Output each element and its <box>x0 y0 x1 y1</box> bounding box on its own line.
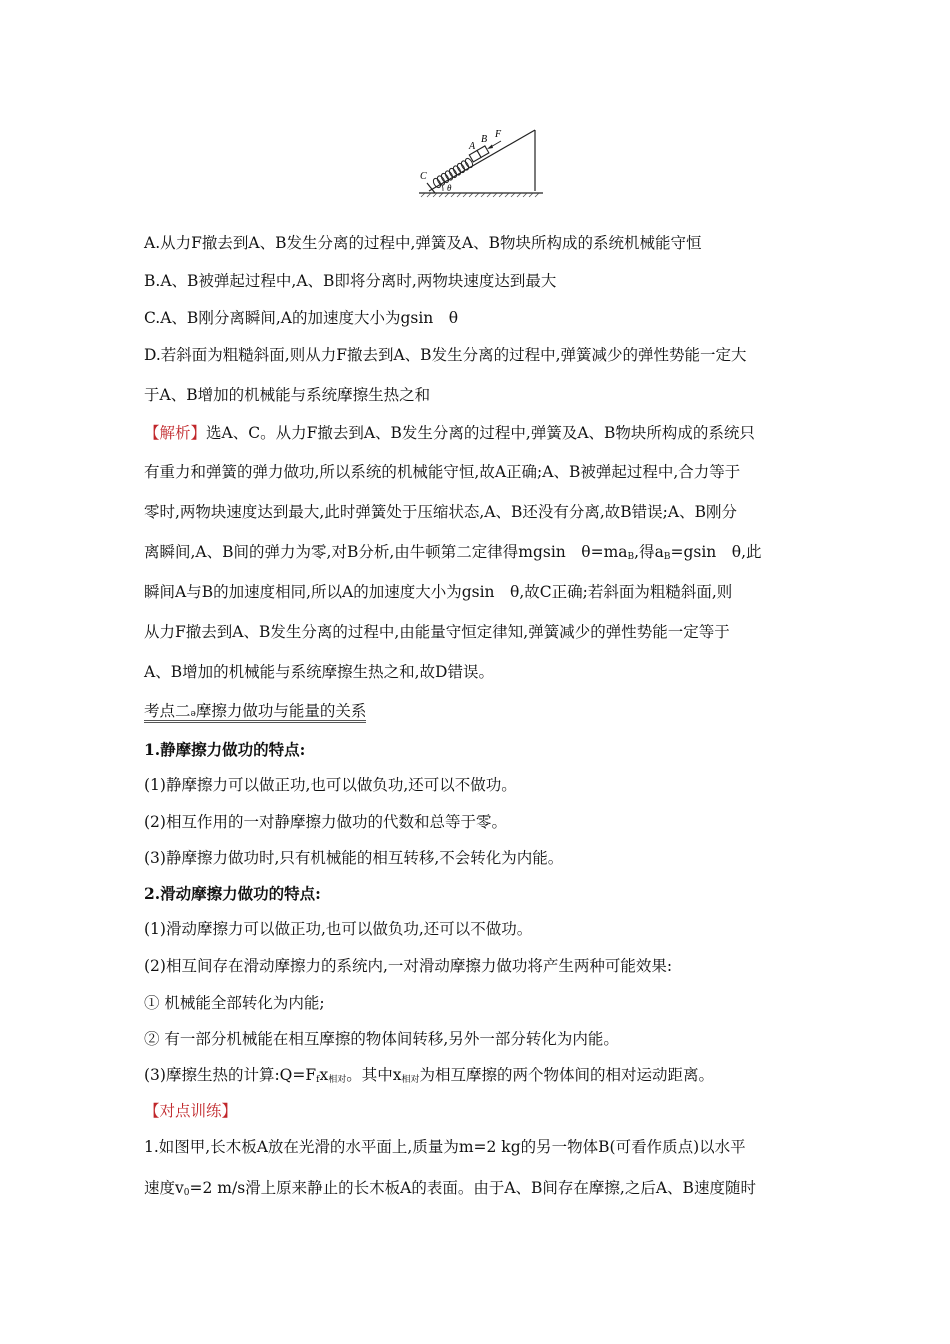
label-c: C <box>420 171 427 182</box>
analysis-line4-sub1: B <box>627 552 635 562</box>
question-1-line2-part1: 速度v <box>144 1179 184 1197</box>
analysis-line7: A、B增加的机械能与系统摩擦生热之和,故D错误。 <box>144 663 494 681</box>
analysis-line6: 从力F撤去到A、B发生分离的过程中,由能量守恒定律知,弹簧减少的弹性势能一定等于 <box>144 623 730 641</box>
static-friction-3: (3)静摩擦力做功时,只有机械能的相互转移,不会转化为内能。 <box>144 849 564 867</box>
static-friction-1: (1)静摩擦力可以做正功,也可以做负功,还可以不做功。 <box>144 776 517 794</box>
formula-sub-rel2: 相对 <box>401 1075 420 1085</box>
analysis-line4-part3: =gsin θ,此 <box>670 543 762 561</box>
formula-sub-rel1: 相对 <box>328 1075 347 1085</box>
section-heading-underlined <box>144 702 366 723</box>
label-a: A <box>469 141 476 152</box>
analysis-line5: 瞬间A与B的加速度相同,所以A的加速度大小为gsin θ,故C正确;若斜面为粗糙斜面,则 <box>144 583 733 601</box>
analysis-line3: 零时,两物块速度达到最大,此时弹簧处于压缩状态,A、B还没有分离,故B错误;A、B刚分 <box>144 503 737 521</box>
analysis-line2: 有重力和弹簧的弹力做功,所以系统的机械能守恒,故A正确;A、B被弹起过程中,合力等于 <box>144 463 741 481</box>
sliding-friction-2: (2)相互间存在滑动摩擦力的系统内,一对滑动摩擦力做功将产生两种可能效果: <box>144 957 673 975</box>
formula-part2: x <box>319 1066 329 1084</box>
option-a: A.从力F撤去到A、B发生分离的过程中,弹簧及A、B物块所构成的系统机械能守恒 <box>144 234 702 252</box>
analysis-line1 <box>144 422 755 444</box>
analysis-text-1: 选A、C。从力F撤去到A、B发生分离的过程中,弹簧及A、B物块所构成的系统只 <box>206 424 755 442</box>
label-f: F <box>495 129 502 140</box>
question-1-line2-sub: 0 <box>183 1188 190 1198</box>
sliding-friction-2a: ① 机械能全部转化为内能; <box>144 994 325 1012</box>
training-tag: 【对点训练】 <box>144 1102 238 1120</box>
section-heading-part2: 摩擦力做功与能量的关系 <box>195 702 367 720</box>
formula-part4: 为相互摩擦的两个物体间的相对运动距离。 <box>419 1066 715 1084</box>
static-friction-title: 1.静摩擦力做功的特点: <box>144 740 306 759</box>
option-b: B.A、B被弹起过程中,A、B即将分离时,两物块速度达到最大 <box>144 272 557 290</box>
formula-part1: (3)摩擦生热的计算:Q=F <box>144 1066 317 1084</box>
option-c: C.A、B刚分离瞬间,A的加速度大小为gsin θ <box>144 309 459 327</box>
question-1-line2 <box>144 1177 756 1204</box>
section-heading-part1: 考点二 <box>144 702 191 720</box>
sliding-friction-3 <box>144 1064 714 1091</box>
analysis-tag: 【解析】 <box>144 424 207 442</box>
incline-diagram <box>415 125 545 200</box>
question-1-line2-part2: =2 m/s滑上原来静止的长木板A的表面。由于A、B间存在摩擦,之后A、B速度随时 <box>189 1179 756 1197</box>
analysis-line4-sub2: B <box>663 552 671 562</box>
option-d-line1: D.若斜面为粗糙斜面,则从力F撤去到A、B发生分离的过程中,弹簧减少的弹性势能一定大 <box>144 346 747 364</box>
question-1-line1: 1.如图甲,长木板A放在光滑的水平面上,质量为m=2 kg的另一物体B(可看作质点)以水平 <box>144 1138 746 1156</box>
sliding-friction-1: (1)滑动摩擦力可以做正功,也可以做负功,还可以不做功。 <box>144 920 533 938</box>
sliding-friction-title: 2.滑动摩擦力做功的特点: <box>144 884 321 903</box>
static-friction-2: (2)相互作用的一对静摩擦力做功的代数和总等于零。 <box>144 813 507 831</box>
incline-figure <box>415 125 545 200</box>
label-theta: θ <box>447 183 452 193</box>
section-heading-mark: ə <box>190 709 196 719</box>
label-b: B <box>481 134 488 145</box>
analysis-line4-part2: ,得a <box>634 543 664 561</box>
option-d-line2: 于A、B增加的机械能与系统摩擦生热之和 <box>144 386 431 404</box>
sliding-friction-2b: ② 有一部分机械能在相互摩擦的物体间转移,另外一部分转化为内能。 <box>144 1030 619 1048</box>
analysis-line4 <box>144 541 762 568</box>
formula-sub-f: f <box>316 1075 320 1085</box>
section-heading <box>144 700 366 725</box>
analysis-line4-part1: 离瞬间,A、B间的弹力为零,对B分析,由牛顿第二定律得mgsin θ=ma <box>144 543 628 561</box>
formula-part3: 。其中x <box>346 1066 402 1084</box>
